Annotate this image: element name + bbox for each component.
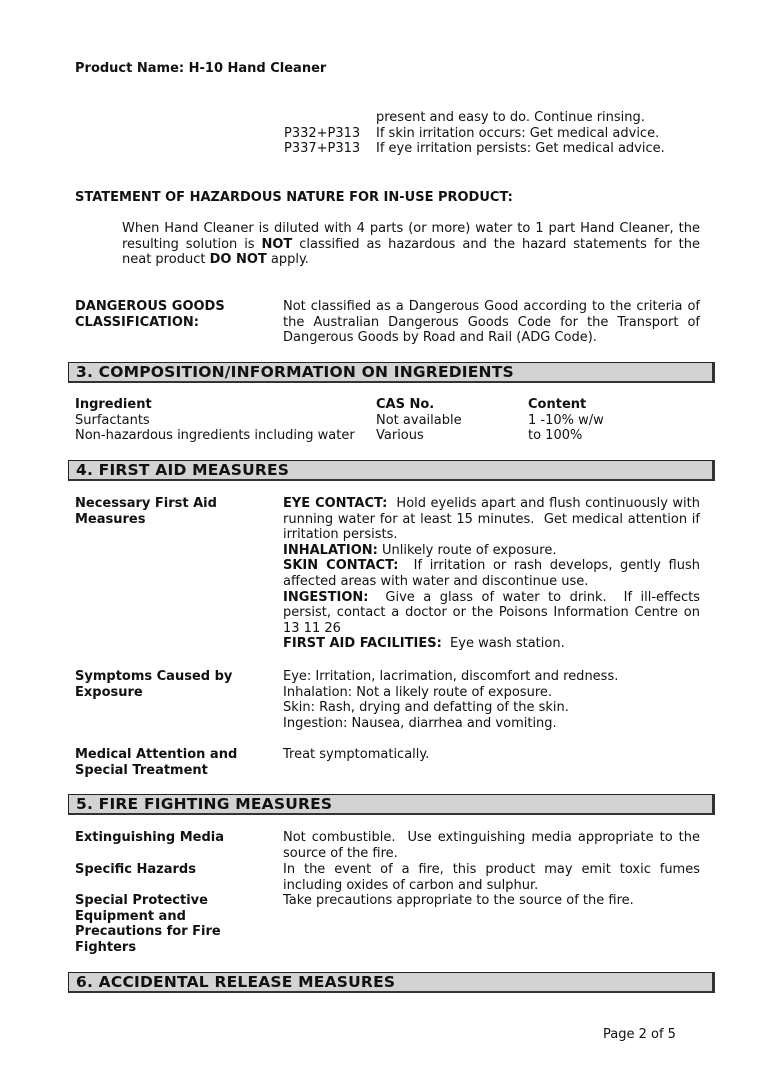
label-line: DANGEROUS GOODS — [75, 299, 225, 314]
ingredient-cell: Non-hazardous ingredients including water — [75, 428, 355, 444]
first-aid-facilities-text: Eye wash station. — [441, 636, 565, 652]
precautionary-statement-row — [284, 141, 704, 157]
in-use-statement-text — [122, 221, 700, 268]
symptoms-label: Symptoms Caused by Exposure — [75, 669, 233, 700]
dangerous-goods-value: Not classified as a Dangerous Good according to the criteria of the Australian Dangerous Goods Code for the Transport of Dangerous Goods by Road and Rail (ADG Code). — [283, 299, 700, 346]
medical-attention-value: Treat symptomatically. — [283, 747, 430, 762]
statement-emphasis: DO NOT — [209, 252, 267, 268]
medical-attention-row — [75, 747, 700, 778]
ingestion-text: Give a glass of water to drink. If ill-effects persist, contact a doctor or the Poisons Information Centre on 13 11 26 — [283, 589, 705, 636]
content-cell: to 100% — [528, 428, 583, 444]
in-use-statement-heading: STATEMENT OF HAZARDOUS NATURE FOR IN-USE PRODUCT: — [75, 190, 513, 205]
ingredient-cell: Surfactants — [75, 412, 150, 428]
ingestion-entry — [283, 589, 705, 637]
section-6-header: 6. ACCIDENTAL RELEASE MEASURES — [68, 972, 715, 993]
statement-text-part: When Hand Cleaner is diluted with 4 parts (or more) water to 1 part Hand Cleaner, the resulting solution is — [122, 221, 700, 252]
statement-emphasis: NOT — [261, 236, 293, 252]
inhalation-entry — [283, 543, 700, 559]
first-aid-facilities-label: FIRST AID FACILITIES: — [283, 636, 442, 652]
symptom-line: Inhalation: Not a likely route of exposure. — [283, 684, 553, 700]
cas-cell: Various — [376, 428, 424, 444]
extinguishing-media-label: Extinguishing Media — [75, 830, 225, 845]
specific-hazards-row — [75, 862, 700, 893]
necessary-first-aid-label: Necessary First Aid Measures — [75, 496, 217, 527]
cas-cell: Not available — [376, 412, 462, 428]
eye-contact-label: EYE CONTACT: — [283, 496, 388, 511]
precautionary-continuation-row — [284, 110, 704, 126]
special-protective-equipment-label: Special Protective Equipment and Precautions for Fire Fighters — [75, 893, 221, 955]
content-cell: 1 -10% w/w — [528, 412, 604, 428]
ingestion-label: INGESTION: — [283, 589, 369, 605]
inhalation-text: Unlikely route of exposure. — [377, 542, 557, 558]
section-5-header: 5. FIRE FIGHTING MEASURES — [68, 794, 715, 815]
precautionary-statements — [284, 110, 704, 157]
special-protective-equipment-row — [75, 893, 700, 955]
product-name-header: Product Name: H-10 Hand Cleaner — [75, 61, 327, 76]
statement-text-part: apply. — [266, 252, 309, 268]
section-3-header: 3. COMPOSITION/INFORMATION ON INGREDIENTS — [68, 362, 715, 383]
precautionary-text: If eye irritation persists: Get medical advice. — [376, 141, 665, 157]
inhalation-label: INHALATION: — [283, 542, 378, 558]
column-header-cas: CAS No. — [376, 397, 435, 412]
specific-hazards-value: In the event of a fire, this product may emit toxic fumes including oxides of carbon and sulphur. — [283, 862, 700, 893]
table-header-row — [75, 397, 700, 413]
table-row — [75, 428, 700, 444]
symptom-line: Skin: Rash, drying and defatting of the skin. — [283, 700, 569, 716]
precautionary-statement-row — [284, 126, 704, 142]
necessary-first-aid-value — [283, 496, 705, 652]
symptom-line: Ingestion: Nausea, diarrhea and vomiting. — [283, 715, 557, 731]
label-line: CLASSIFICATION: — [75, 314, 200, 330]
symptoms-row — [75, 669, 700, 731]
special-protective-equipment-value: Take precautions appropriate to the source of the fire. — [283, 893, 634, 908]
page-number: Page 2 of 5 — [603, 1027, 676, 1042]
necessary-first-aid-row — [75, 496, 705, 652]
extinguishing-media-row — [75, 830, 705, 861]
section-4-header: 4. FIRST AID MEASURES — [68, 460, 715, 481]
symptoms-value — [283, 669, 700, 731]
precautionary-code: P332+P313 — [284, 125, 361, 141]
table-row — [75, 413, 700, 429]
precautionary-code: P337+P313 — [284, 141, 361, 157]
ingredients-table — [75, 397, 700, 444]
extinguishing-media-value: Not combustible. Use extinguishing media appropriate to the source of the fire. — [283, 830, 705, 861]
skin-contact-label: SKIN CONTACT: — [283, 558, 399, 574]
eye-contact-text: Hold eyelids apart and flush continuously with running water for at least 15 minutes. Get medical attention if irritation persists. — [283, 496, 705, 543]
dangerous-goods-label — [75, 299, 283, 346]
medical-attention-label: Medical Attention and Special Treatment — [75, 747, 238, 778]
precautionary-text: If skin irritation occurs: Get medical advice. — [376, 125, 660, 141]
precautionary-continuation: present and easy to do. Continue rinsing. — [376, 110, 645, 125]
skin-contact-text: If irritation or rash develops, gently flush affected areas with water and discontinue use. — [283, 558, 705, 589]
first-aid-facilities-entry — [283, 636, 700, 652]
dangerous-goods-classification — [75, 299, 700, 346]
column-header-content: Content — [528, 397, 587, 412]
symptom-line: Eye: Irritation, lacrimation, discomfort and redness. — [283, 669, 619, 684]
skin-contact-entry — [283, 558, 705, 589]
eye-contact-entry — [283, 496, 705, 543]
column-header-ingredient: Ingredient — [75, 397, 152, 412]
statement-text-part: classified as hazardous and the hazard statements for the neat product — [122, 236, 700, 268]
specific-hazards-label: Specific Hazards — [75, 862, 196, 877]
